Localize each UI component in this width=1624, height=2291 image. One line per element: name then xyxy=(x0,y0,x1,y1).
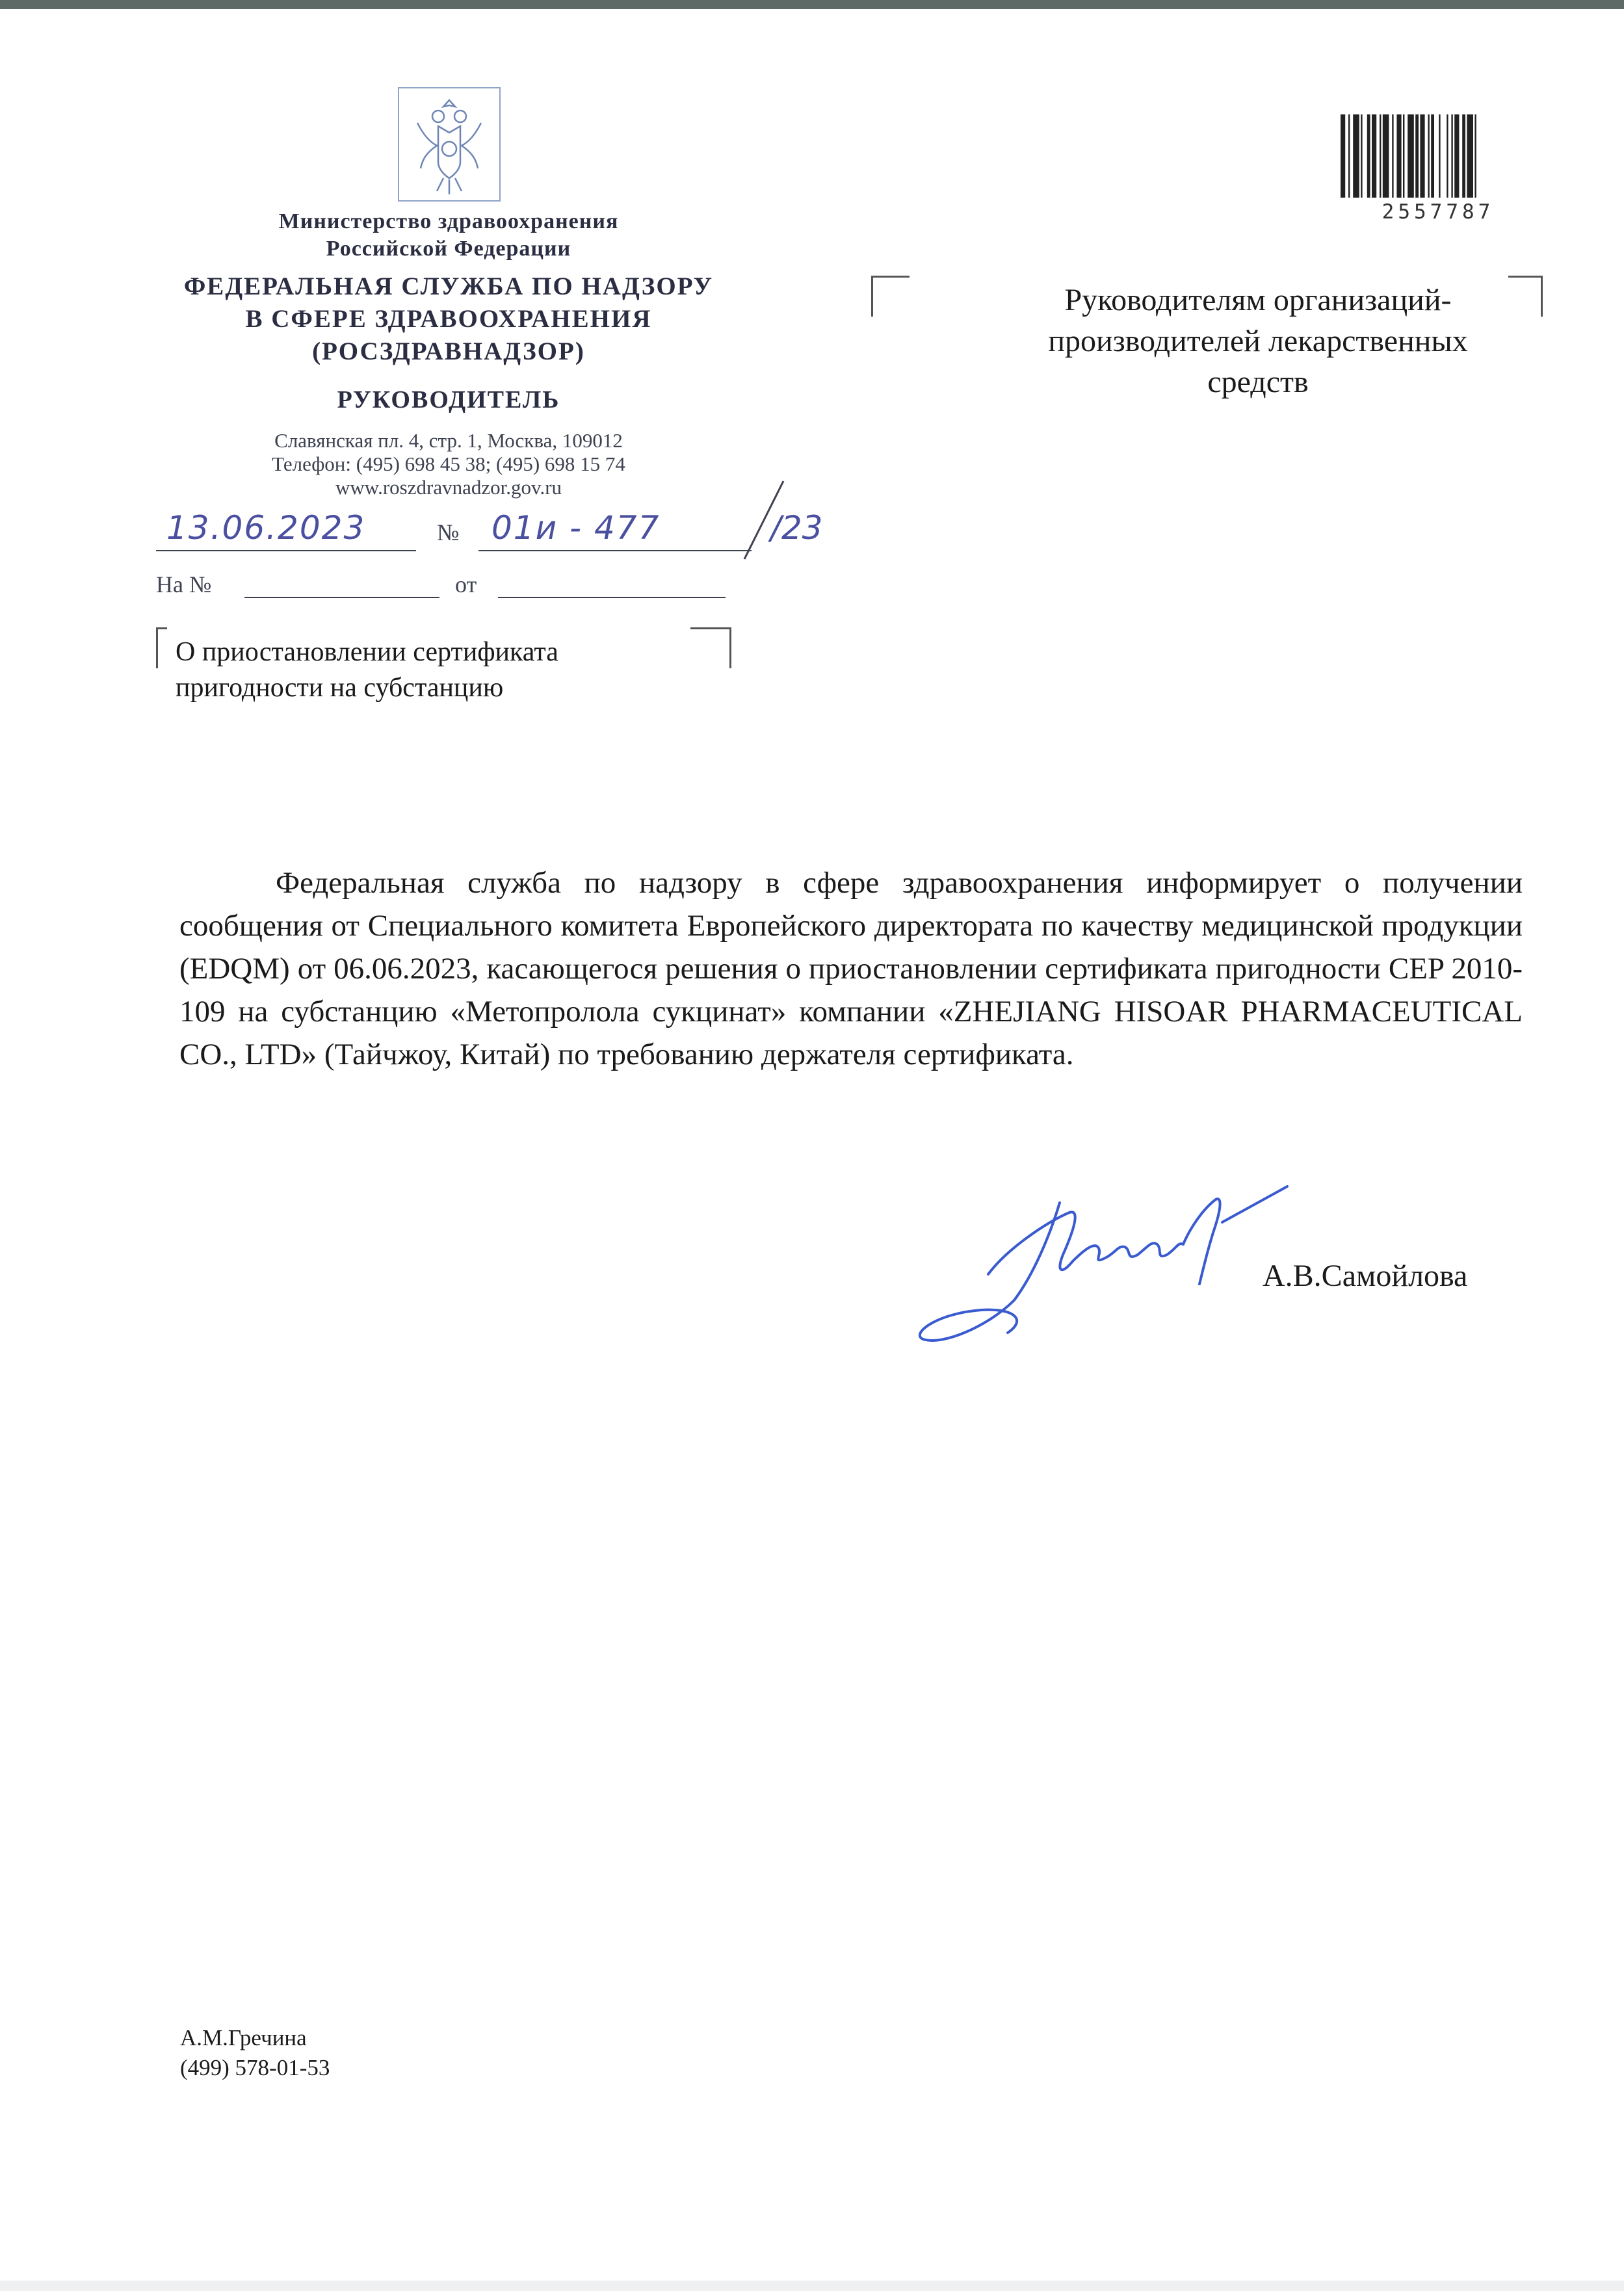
date-underline xyxy=(156,550,416,551)
registration-date: 13.06.2023 xyxy=(166,509,366,547)
number-underline xyxy=(478,550,752,551)
reference-label: На № xyxy=(156,571,212,597)
reference-underline xyxy=(244,597,439,598)
service-line-3: (РОСЗДРАВНАДЗОР) xyxy=(312,337,585,365)
executor-phone: (499) 578-01-53 xyxy=(180,2055,330,2080)
addressee-line-2: производителей лекарственных xyxy=(1048,324,1468,358)
website: www.roszdravnadzor.gov.ru xyxy=(335,476,562,499)
coat-of-arms-emblem xyxy=(398,87,501,202)
postal-address: Славянская пл. 4, стр. 1, Москва, 109012 xyxy=(274,429,623,452)
subject-bracket-left xyxy=(156,627,167,668)
barcode-number: 2557787 xyxy=(1382,200,1495,224)
number-sign: № xyxy=(437,519,460,545)
from-label: от xyxy=(455,571,477,597)
service-name xyxy=(130,270,767,368)
letter-subject xyxy=(176,635,558,706)
barcode xyxy=(1341,114,1536,198)
from-underline xyxy=(498,597,726,598)
executor-block xyxy=(180,2023,330,2083)
registration-number: 01и - 477 xyxy=(491,509,661,547)
addressee-block xyxy=(975,280,1541,402)
addressee-line-3: средств xyxy=(1207,365,1309,399)
head-role: РУКОВОДИТЕЛЬ xyxy=(337,386,560,413)
scan-bottom-edge xyxy=(0,2281,1624,2291)
addressee-bracket-left xyxy=(871,276,910,317)
signer-name: А.В.Самойлова xyxy=(1263,1259,1468,1293)
subject-line-1: О приостановлении сертификата xyxy=(176,637,558,667)
phone-numbers: Телефон: (495) 698 45 38; (495) 698 15 74 xyxy=(272,452,625,475)
ministry-name xyxy=(156,208,741,263)
scan-top-edge xyxy=(0,0,1624,9)
subject-bracket-right xyxy=(690,627,731,668)
service-line-1: ФЕДЕРАЛЬНАЯ СЛУЖБА ПО НАДЗОРУ xyxy=(183,272,714,300)
registration-year-suffix: /23 xyxy=(770,509,823,547)
contact-block xyxy=(156,429,741,499)
letter-body: Федеральная служба по надзору в сфере здравоохранения информирует о получении сообщения от Специального комитета Европейского директората по качеству медицинской продукции (EDQM) от 06.06.2023, касающегося решения о приостановлении сертификата пригодности CEP 2010-109 на субстанцию «Метопролола сукцинат» компании «ZHEJIANG HISOAR PHARMACEUTICAL CO., LTD» (Тайчжоу, Китай) по требованию держателя сертификата. xyxy=(179,866,1523,1071)
ministry-line-2: Российской Федерации xyxy=(326,237,571,261)
service-line-2: В СФЕРЕ ЗДРАВООХРАНЕНИЯ xyxy=(245,305,652,333)
executor-name: А.М.Гречина xyxy=(180,2025,307,2050)
ministry-line-1: Министерство здравоохранения xyxy=(278,209,619,233)
subject-line-2: пригодности на субстанцию xyxy=(176,673,504,703)
addressee-line-1: Руководителям организаций- xyxy=(1064,283,1452,317)
